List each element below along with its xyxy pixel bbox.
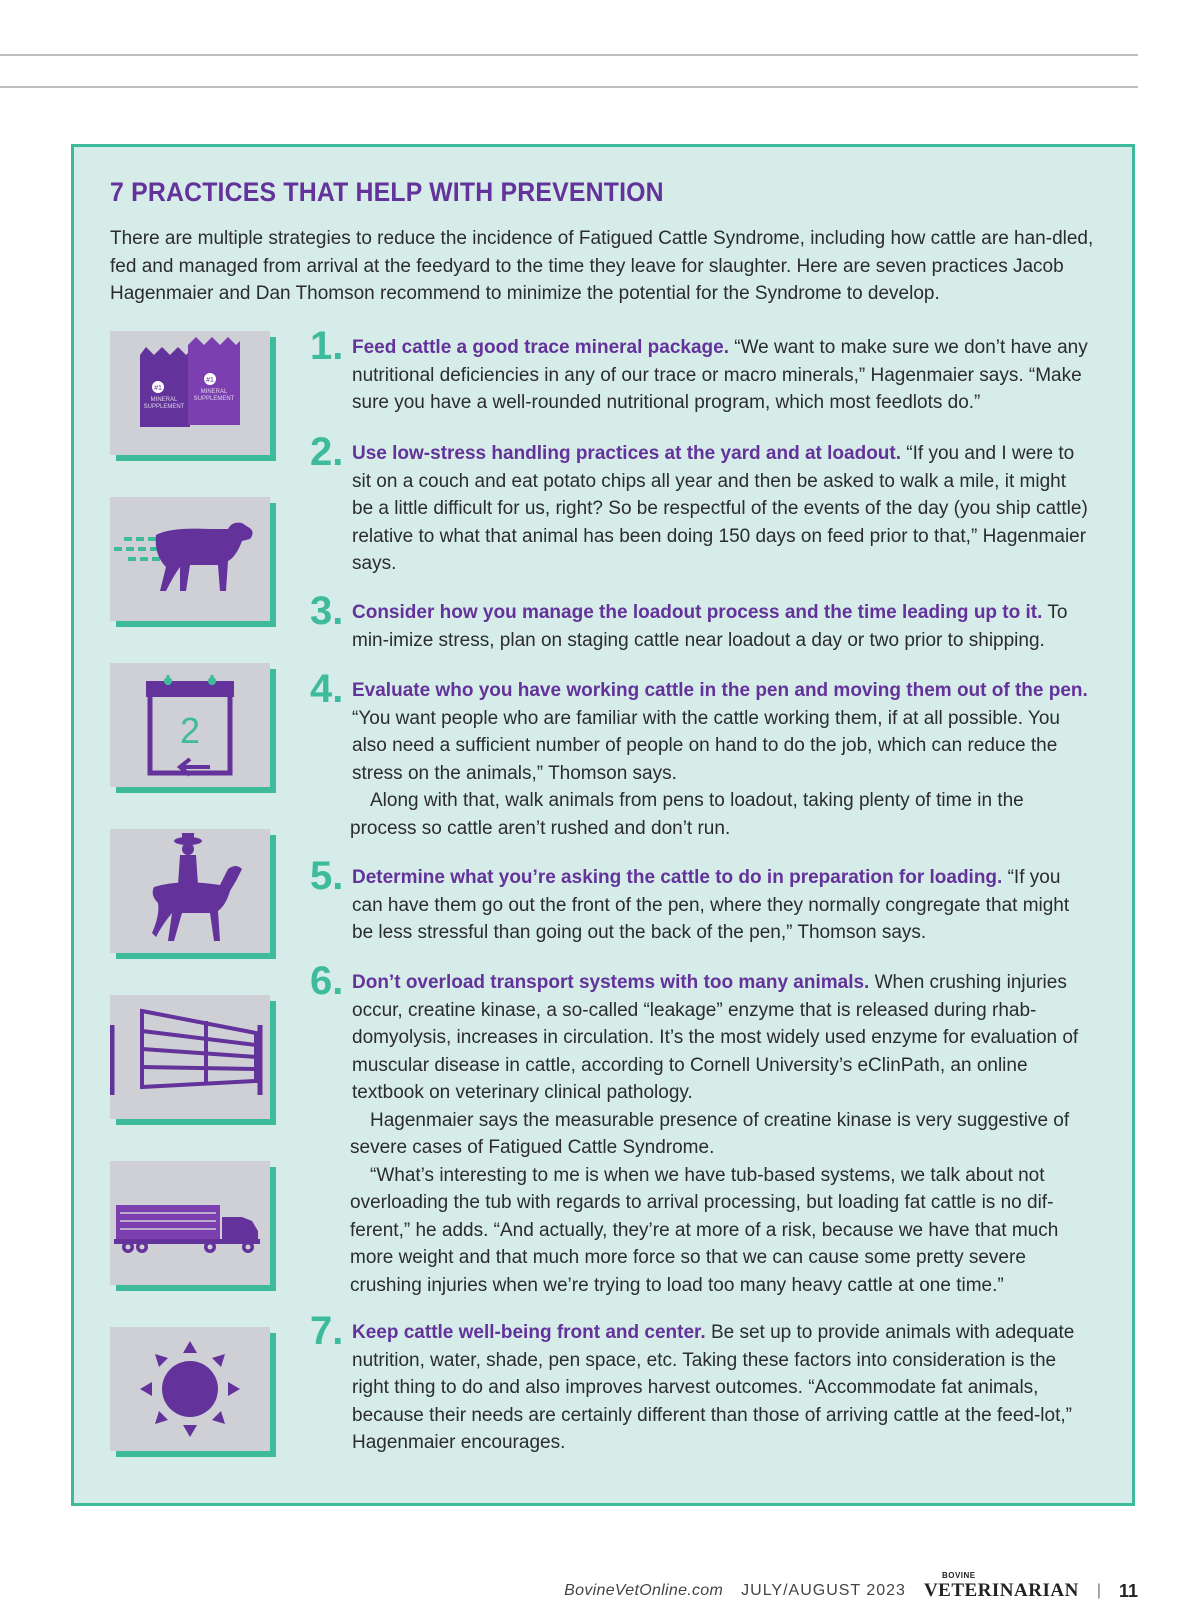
icon-tile-7 [110, 1327, 275, 1457]
svg-text:2: 2 [179, 710, 201, 751]
calendar-icon [110, 663, 270, 787]
page-number: 11 [1118, 1580, 1138, 1601]
svg-text:SUPPLEMENT: SUPPLEMENT [193, 396, 235, 402]
practice-text [352, 1319, 1090, 1457]
practice-6 [310, 959, 1090, 1299]
practice-text [352, 864, 1090, 947]
footer-separator: | [1096, 1582, 1101, 1599]
horse-rider-icon [110, 829, 270, 953]
practice-number: 3. [310, 589, 344, 633]
practice-text [352, 334, 1090, 417]
sidebar-box [71, 144, 1135, 1506]
practice-1 [310, 324, 1090, 417]
practice-lead: Use low-stress handling practices at the yard and at loadout. [352, 443, 902, 464]
practice-paragraph: Hagenmaier says the measurable presence of creatine kinase is very suggestive of severe cases of Fatigued Cattle Syndrome. [350, 1109, 1070, 1158]
practice-number: 6. [310, 959, 344, 1003]
cattle-truck-icon [110, 1161, 270, 1285]
practice-body: When crushing injuries occur, creatine kinase, a so-called “leakage” enzyme that is released during rhab-domyolysis, increases in circulation. It’s the most widely used enzyme for evaluation of muscular disease in cattle, according to Cornell University’s eClinPath, an online textbook on veterinary clinical pathology. [352, 972, 1079, 1103]
svg-text:MINERAL: MINERAL [150, 397, 178, 403]
practice-lead: Evaluate who you have working cattle in the pen and moving them out of the pen. [352, 680, 1088, 701]
practice-number: 1. [310, 324, 344, 368]
icon-tile-3 [110, 663, 275, 793]
footer-brand-small: BOVINE [941, 1571, 976, 1580]
practice-2 [310, 430, 1090, 578]
svg-text:#1: #1 [154, 385, 162, 392]
practice-paragraph: Along with that, walk animals from pens to loadout, taking plenty of time in the process so cattle aren’t rushed and don’t run. [350, 790, 1024, 839]
svg-text:#1: #1 [206, 377, 214, 384]
practice-text [352, 440, 1090, 578]
running-cow-icon [110, 497, 270, 621]
practice-number: 2. [310, 430, 344, 474]
practice-number: 5. [310, 854, 344, 898]
practice-body: To min-imize stress, plan on staging cattle near loadout a day or two prior to shipping. [352, 602, 1068, 651]
sun-icon [110, 1327, 270, 1451]
practice-paragraph: “What’s interesting to me is when we have tub-based systems, we talk about not overloading the tub with regards to arrival processing, but loading fat cattle is no dif-ferent,” he adds. “And actually, they’re at more of a risk, because we have that much more weight and that much more force so that we can cause some pretty severe crushing injuries when we’re trying to load too many heavy cattle at one time.” [350, 1164, 1059, 1296]
practice-4 [310, 667, 1090, 842]
practice-body: Be set up to provide animals with adequate nutrition, water, shade, pen space, etc. Taking these factors into consideration is the right thing to do and also improves harvest outcomes. “Accommodate fat animals, because their needs are certainly different than those of arriving cattle at the feed-lot,” Hagenmaier encourages. [352, 1322, 1075, 1453]
practice-body: “If you can have them go out the front of the pen, where they normally congregate that might be less stressful than going out the back of the pen,” Thomson says. [352, 867, 1070, 943]
practice-lead: Feed cattle a good trace mineral package. [352, 337, 729, 358]
icon-tile-5 [110, 995, 275, 1125]
practice-body: “We want to make sure we don’t have any nutritional deficiencies in any of our trace or macro minerals,” Hagenmaier says. “Make sure you have a well-rounded nutritional program, which most feedlots do.” [352, 337, 1088, 413]
gate-icon [110, 995, 270, 1119]
icon-tile-1 [110, 331, 275, 461]
practice-lead: Don’t overload transport systems with too many animals. [352, 972, 870, 993]
practice-5 [310, 854, 1090, 947]
top-rule-secondary [0, 86, 1138, 88]
svg-text:MINERAL: MINERAL [200, 389, 228, 395]
svg-text:SUPPLEMENT: SUPPLEMENT [143, 404, 185, 410]
practice-text [352, 599, 1090, 654]
practice-number: 7. [310, 1309, 344, 1353]
practice-body: “You want people who are familiar with the cattle working them, if at all possible. You also need a sufficient number of people on hand to do the job, which can reduce the stress on the animals,” Thomson says. [352, 707, 1060, 784]
box-title: 7 PRACTICES THAT HELP WITH PREVENTION [110, 177, 664, 207]
mineral-bag-icon [110, 331, 270, 455]
practice-number: 4. [310, 667, 344, 711]
top-rule [0, 54, 1138, 56]
icon-tile-2 [110, 497, 275, 627]
page-footer [564, 1571, 1138, 1604]
practice-text [352, 969, 1090, 1107]
practice-lead: Determine what you’re asking the cattle to do in preparation for loading. [352, 867, 1003, 888]
footer-brand-name: VETERINARIAN [923, 1580, 1079, 1601]
practice-7 [310, 1309, 1090, 1457]
practice-3 [310, 589, 1090, 654]
icon-tile-6 [110, 1161, 275, 1291]
footer-date: JULY/AUGUST 2023 [741, 1582, 906, 1599]
icon-tile-4 [110, 829, 275, 959]
intro-paragraph: There are multiple strategies to reduce the incidence of Fatigued Cattle Syndrome, including how cattle are han-dled, fed and managed from arrival at the feedyard to the time they leave for slaughter. Here are seven practices Jacob Hagenmaier and Dan Thomson recommend to minimize the potential for the Syndrome to develop. [110, 228, 1094, 304]
practice-lead: Consider how you manage the loadout process and the time leading up to it. [352, 602, 1043, 623]
practice-lead: Keep cattle well-being front and center. [352, 1322, 706, 1343]
practice-body: “If you and I were to sit on a couch and eat potato chips all year and then be asked to walk a mile, it might be a little difficult for us, right? So be respectful of the events of the day (you ship cattle) relative to what that animal has been doing 150 days on feed prior to that,” Hagenmaier says. [352, 443, 1088, 574]
practice-text [352, 677, 1090, 787]
footer-brand-logo [923, 1571, 1079, 1602]
footer-site: BovineVetOnline.com [564, 1582, 724, 1599]
